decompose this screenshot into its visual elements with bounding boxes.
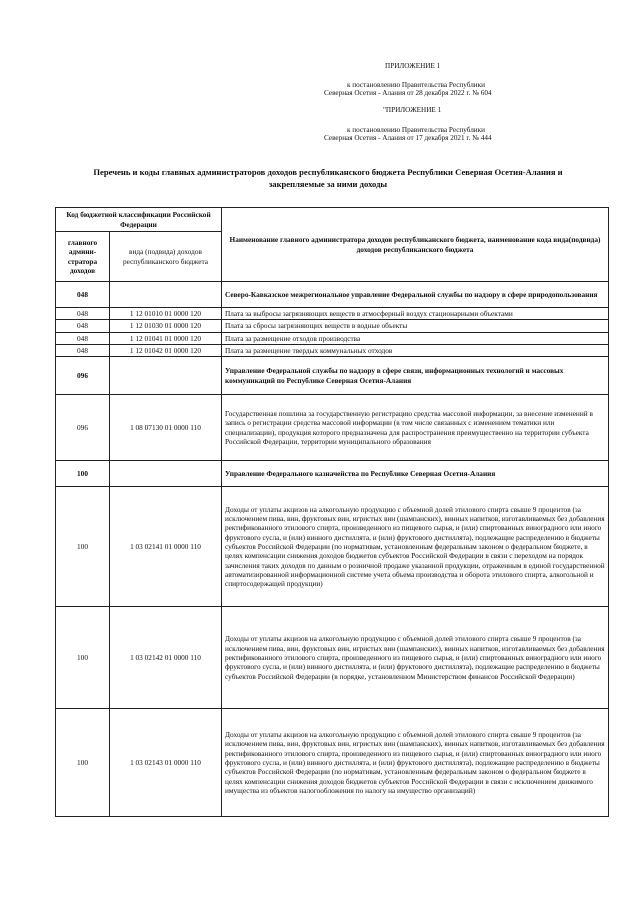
- table-row: [56, 357, 609, 395]
- decree-1-line-b: Северная Осетия - Алания от 28 декабря 2022 г. № 604: [324, 89, 492, 97]
- row-name: Северо-Кавказское межрегиональное управление Федеральной службы по надзору в сфере природопользования: [222, 282, 609, 308]
- kind-code: 1 08 07130 01 0000 110: [110, 395, 222, 461]
- admin-code: 048: [56, 282, 110, 308]
- decree-2-line-b: Северная Осетия - Алания от 17 декабря 2021 г. № 444: [324, 134, 492, 142]
- title-line-2: закрепляемые за ними доходы: [268, 179, 388, 189]
- table-row: [56, 607, 609, 709]
- row-name: Доходы от уплаты акцизов на алкогольную продукцию с объемной долей этилового спирта свыше 9 процентов (за исключением пива, вин, фруктовых вин, игристых вин (шампанских), винных напитков, изготавливаемых без добавления ректификованного этилового спирта, произведенного из пищевого сырья, и (или) спиртованных виноградного или иного фруктового сусла, и (или) винного дистиллята, и (или) фруктового дистиллята), подлежащие распределению в бюджеты субъектов Российской Федерации (по нормативам, установленным федеральным законом о федеральном бюджете, в целях компенсации снижения доходов бюджетов субъектов Российской Федерации в связи с переходом на порядок зачисления таких доходов по данным о розничной продаже указанной продукции, отраженным в единой государственной автоматизированной информационной системе учета объема производства и оборота этилового спирта, алкогольной и спиртосодержащей продукции): [222, 487, 609, 607]
- row-name: Доходы от уплаты акцизов на алкогольную продукцию с объемной долей этилового спирта свыше 9 процентов (за исключением пива, вин, фруктовых вин, игристых вин (шампанских), винных напитков, изготавливаемых без добавления ректификованного этилового спирта, произведенного из пищевого сырья, и (или) спиртованных виноградного или иного фруктового сусла, и (или) винного дистиллята, и (или) фруктового дистиллята), подлежащие распределению в бюджеты субъектов Российской Федерации (в порядке, установленном Министерством финансов Российской Федерации): [222, 607, 609, 709]
- kind-code: 1 12 01042 01 0000 120: [110, 344, 222, 356]
- table-row: [56, 487, 609, 607]
- header-name: Наименование главного администратора доходов республиканского бюджета, наименование кода вида(подвида) доходов республиканского бюджета: [222, 208, 609, 282]
- admin-code: 096: [56, 395, 110, 461]
- table-row: [56, 332, 609, 344]
- header-kind-code: вида (подвида) доходов республиканского бюджета: [110, 232, 222, 282]
- header-budget-classification: Код бюджетной классификации Российской Федерации: [56, 208, 222, 232]
- kind-code: 1 12 01010 01 0000 120: [110, 308, 222, 320]
- table-row: [56, 395, 609, 461]
- kind-code: 1 03 02143 01 0000 110: [110, 709, 222, 817]
- kind-code: 1 03 02141 01 0000 110: [110, 487, 222, 607]
- table-row: [56, 344, 609, 356]
- admin-code: 100: [56, 709, 110, 817]
- row-name: Управление Федерального казначейства по Республике Северная Осетия-Алания: [222, 461, 609, 487]
- title-line-1: Перечень и коды главных администраторов доходов республиканского бюджета Республики Северная Осетия-Алания и: [93, 167, 563, 177]
- header-admin-code: главного админи-стратора доходов: [56, 232, 110, 282]
- kind-code: 1 03 02142 01 0000 110: [110, 607, 222, 709]
- row-name: Плата за выбросы загрязняющих веществ в атмосферный воздух стационарными объектами: [222, 308, 609, 320]
- revenue-codes-table: [55, 207, 609, 817]
- row-name: Плата за размещение твердых коммунальных отходов: [222, 344, 609, 356]
- row-name: Доходы от уплаты акцизов на алкогольную продукцию с объемной долей этилового спирта свыше 9 процентов (за исключением пива, вин, фруктовых вин, игристых вин (шампанских), винных напитков, изготавливаемых без добавления ректификованного этилового спирта, произведенного из пищевого сырья, и (или) спиртованных виноградного или иного фруктового сусла, и (или) винного дистиллята, и (или) фруктового дистиллята), подлежащие распределению в бюджеты субъектов Российской Федерации (по нормативам, установленным федеральным законом о федеральном бюджете в целях компенсации снижения доходов бюджетов субъектов Российской Федерации в связи с исключением движимого имущества из объектов налогообложения по налогу на имущество организаций): [222, 709, 609, 817]
- decree-1-line-a: к постановлению Правительства Республики: [347, 81, 485, 89]
- admin-code: 048: [56, 320, 110, 332]
- admin-code: 048: [56, 344, 110, 356]
- appendix-2-label: "ПРИЛОЖЕНИЕ 1: [383, 106, 442, 114]
- admin-code: 096: [56, 357, 110, 395]
- row-name: Плата за размещение отходов производства: [222, 332, 609, 344]
- kind-code: [110, 282, 222, 308]
- kind-code: [110, 357, 222, 395]
- kind-code: [110, 461, 222, 487]
- admin-code: 100: [56, 607, 110, 709]
- kind-code: 1 12 01030 01 0000 120: [110, 320, 222, 332]
- decree-2-line-a: к постановлению Правительства Республики: [347, 126, 485, 134]
- table-row: [56, 461, 609, 487]
- table-row: [56, 709, 609, 817]
- kind-code: 1 12 01041 01 0000 120: [110, 332, 222, 344]
- admin-code: 100: [56, 487, 110, 607]
- appendix-1-label: ПРИЛОЖЕНИЕ 1: [385, 62, 441, 70]
- document-title: [48, 166, 608, 190]
- row-name: Государственная пошлина за государственную регистрацию средства массовой информации, за внесение изменений в запись о регистрации средства массовой информации (в том числе связанных с изменением тематики или специализации), продукция которого предназначена для распространения преимущественно на территории субъекта Российской Федерации, территории муниципального образования: [222, 395, 609, 461]
- admin-code: 100: [56, 461, 110, 487]
- admin-code: 048: [56, 308, 110, 320]
- row-name: Плата за сбросы загрязняющих веществ в водные объекты: [222, 320, 609, 332]
- table-row: [56, 320, 609, 332]
- table-row: [56, 308, 609, 320]
- admin-code: 048: [56, 332, 110, 344]
- table-row: [56, 282, 609, 308]
- row-name: Управление Федеральной службы по надзору в сфере связи, информационных технологий и массовых коммуникаций по Республике Северная Осетия-Алания: [222, 357, 609, 395]
